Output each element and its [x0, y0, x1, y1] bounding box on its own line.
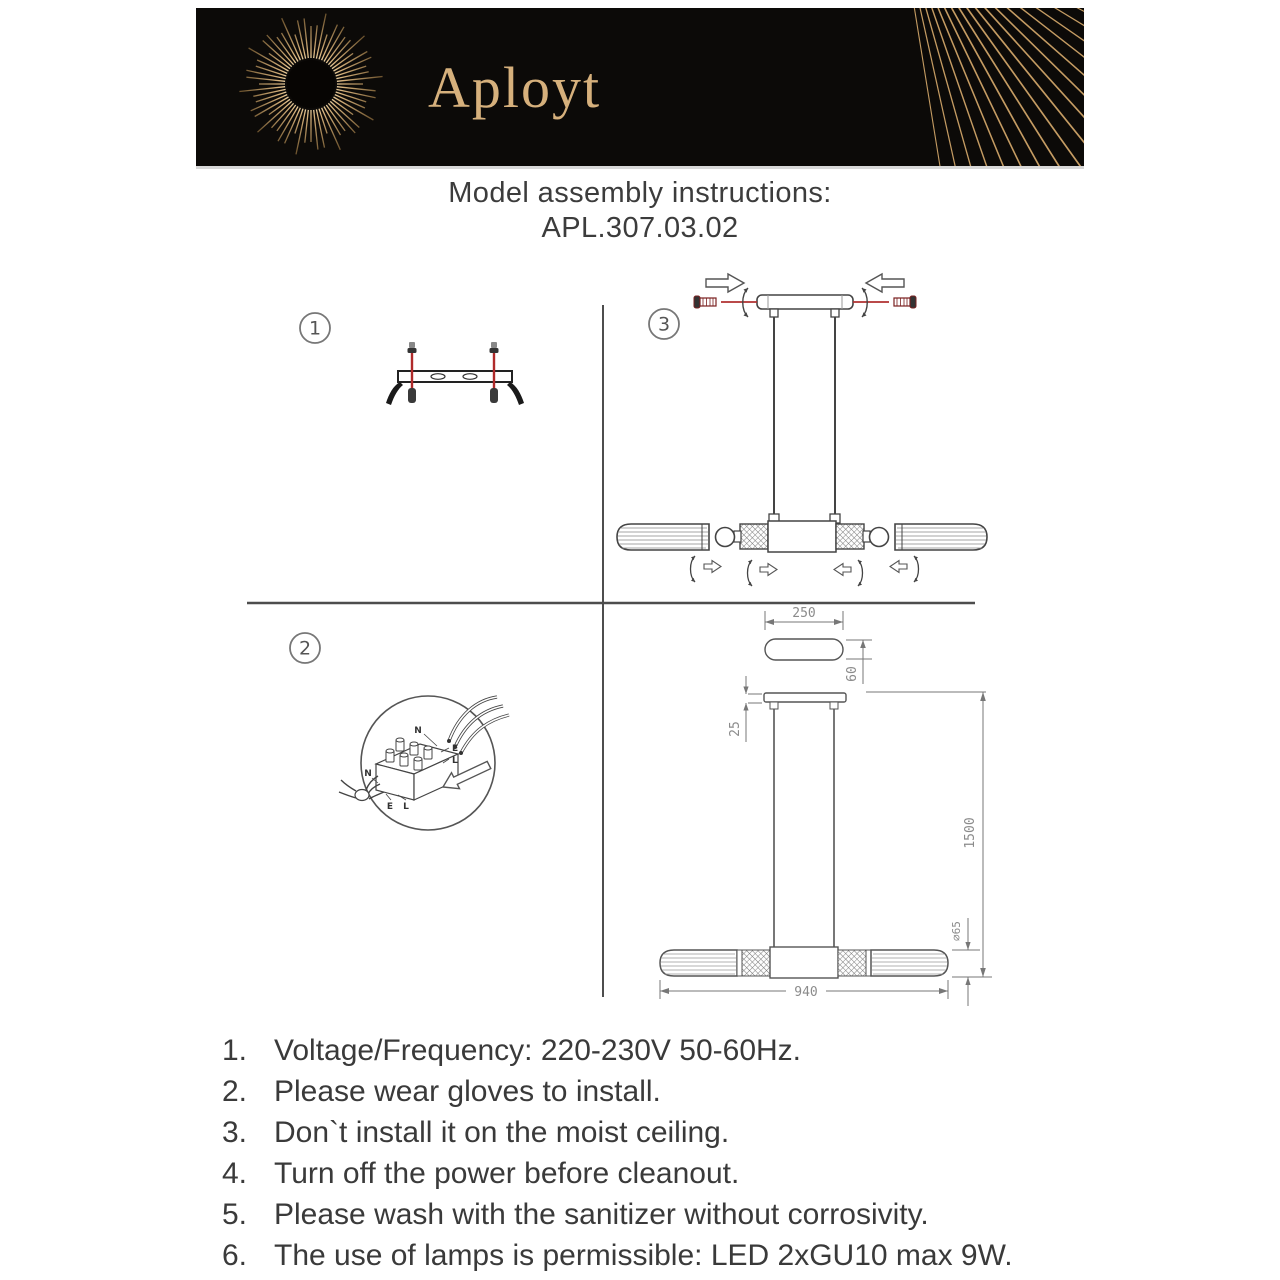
page-title: Model assembly instructions:	[448, 177, 832, 209]
instruction-item	[222, 1153, 1013, 1194]
instruction-text: Please wear gloves to install.	[274, 1074, 661, 1108]
wire-label-e-top: E	[452, 744, 459, 754]
wire-label-l-top: L	[452, 756, 458, 766]
instruction-number: 6.	[222, 1238, 248, 1272]
instruction-number: 5.	[222, 1197, 248, 1231]
instruction-text: Don`t install it on the moist ceiling.	[274, 1115, 730, 1149]
instruction-item	[222, 1194, 1013, 1235]
dim-canopy-width: 250	[792, 606, 816, 621]
wire-label-e-bottom: E	[386, 802, 394, 812]
canopy-screw-left	[694, 296, 716, 308]
push-arrow-right	[866, 274, 904, 292]
step2-number: 2	[298, 637, 312, 660]
step2-badge	[290, 633, 320, 663]
wire-label-n-bottom: N	[364, 769, 372, 779]
bulb-right	[870, 528, 889, 547]
step2-wiring-diagram	[339, 696, 509, 830]
instruction-item	[222, 1235, 1013, 1276]
step3-number: 3	[657, 313, 671, 336]
step3-badge	[649, 309, 679, 339]
model-number: APL.307.03.02	[541, 212, 739, 244]
dim-canopy-thickness: 25	[728, 721, 743, 737]
dim-diameter: ⌀65	[950, 921, 963, 941]
canopy-screw-right	[894, 296, 916, 308]
step1-badge	[300, 313, 330, 343]
instruction-text: Turn off the power before cleanout.	[274, 1156, 740, 1190]
brand-wordmark: Aployt	[428, 55, 602, 120]
wire-label-n-top: N	[414, 726, 422, 736]
bulb-left	[716, 528, 735, 547]
instruction-text: Voltage/Frequency: 220-230V 50-60Hz.	[274, 1033, 802, 1067]
step1-bracket-diagram	[386, 342, 524, 405]
dimension-drawing	[660, 606, 992, 1006]
instruction-number: 1.	[222, 1033, 248, 1067]
canopy-top-view	[765, 639, 843, 660]
instruction-text: Please wash with the sanitizer without corrosivity.	[274, 1197, 929, 1231]
divider-lines	[247, 305, 975, 997]
step1-number: 1	[308, 317, 322, 340]
instruction-item	[222, 1112, 1013, 1153]
push-arrow-left	[706, 274, 744, 292]
dim-canopy-height: 60	[845, 666, 860, 682]
instruction-item	[222, 1071, 1013, 1112]
instruction-item	[222, 1030, 1013, 1071]
canopy-side-view	[764, 693, 846, 702]
instruction-list	[222, 1030, 1013, 1276]
wire-label-l-bottom: L	[403, 802, 409, 812]
instruction-number: 3.	[222, 1115, 248, 1149]
instruction-number: 2.	[222, 1074, 248, 1108]
dim-length: 940	[794, 985, 818, 1000]
step3-assembly-diagram	[617, 274, 987, 586]
instruction-number: 4.	[222, 1156, 248, 1190]
dim-drop-height: 1500	[963, 817, 978, 849]
instruction-text: The use of lamps is permissible: LED 2xGU10 max 9W.	[274, 1238, 1013, 1272]
